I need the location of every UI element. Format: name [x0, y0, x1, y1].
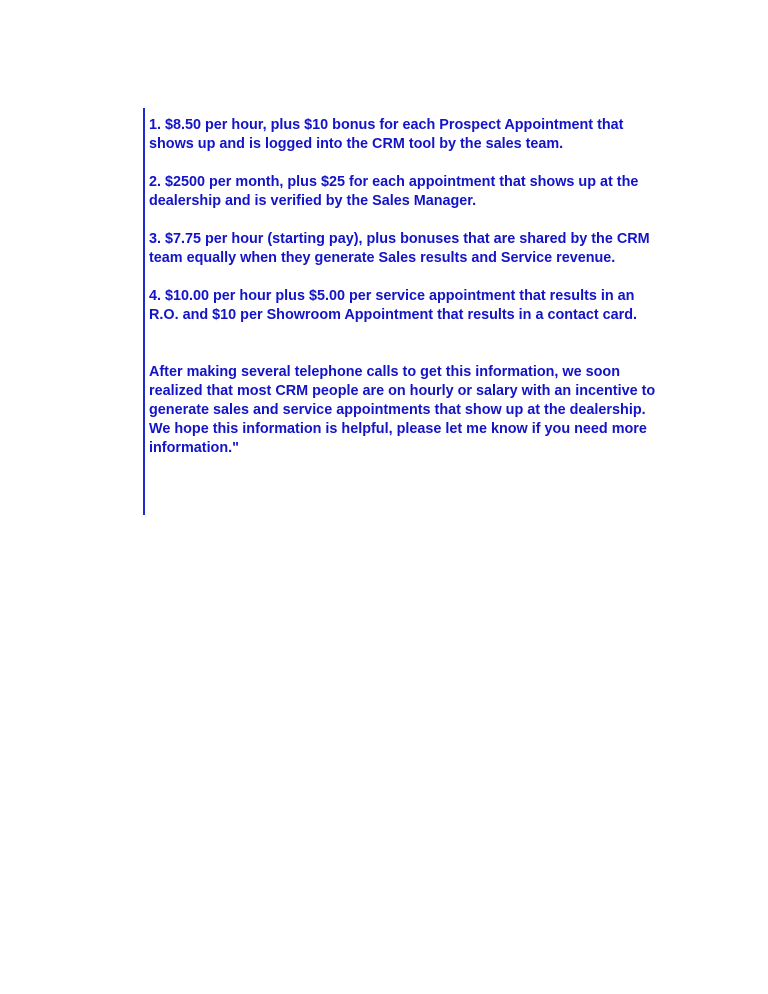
pay-option-4: 4. $10.00 per hour plus $5.00 per service appointment that results in an R.O. and $10 per Showroom Appointment that results in a contact card. — [149, 288, 638, 323]
pay-option-1: 1. $8.50 per hour, plus $10 bonus for each Prospect Appointment that shows up and is logged into the CRM tool by the sales team. — [149, 117, 624, 152]
pay-option-2: 2. $2500 per month, plus $25 for each appointment that shows up at the dealership and is verified by the Sales Manager. — [149, 174, 639, 209]
pay-option-3: 3. $7.75 per hour (starting pay), plus bonuses that are shared by the CRM team equally when they generate Sales results and Service revenue. — [149, 231, 650, 266]
quote-rule — [143, 108, 145, 515]
closing-paragraph: After making several telephone calls to get this information, we soon realized that most CRM people are on hourly or salary with an incentive to generate sales and service appointments that show up at the dealership. We hope this information is helpful, please let me know if you need more information." — [149, 364, 656, 456]
document-body — [149, 116, 659, 477]
